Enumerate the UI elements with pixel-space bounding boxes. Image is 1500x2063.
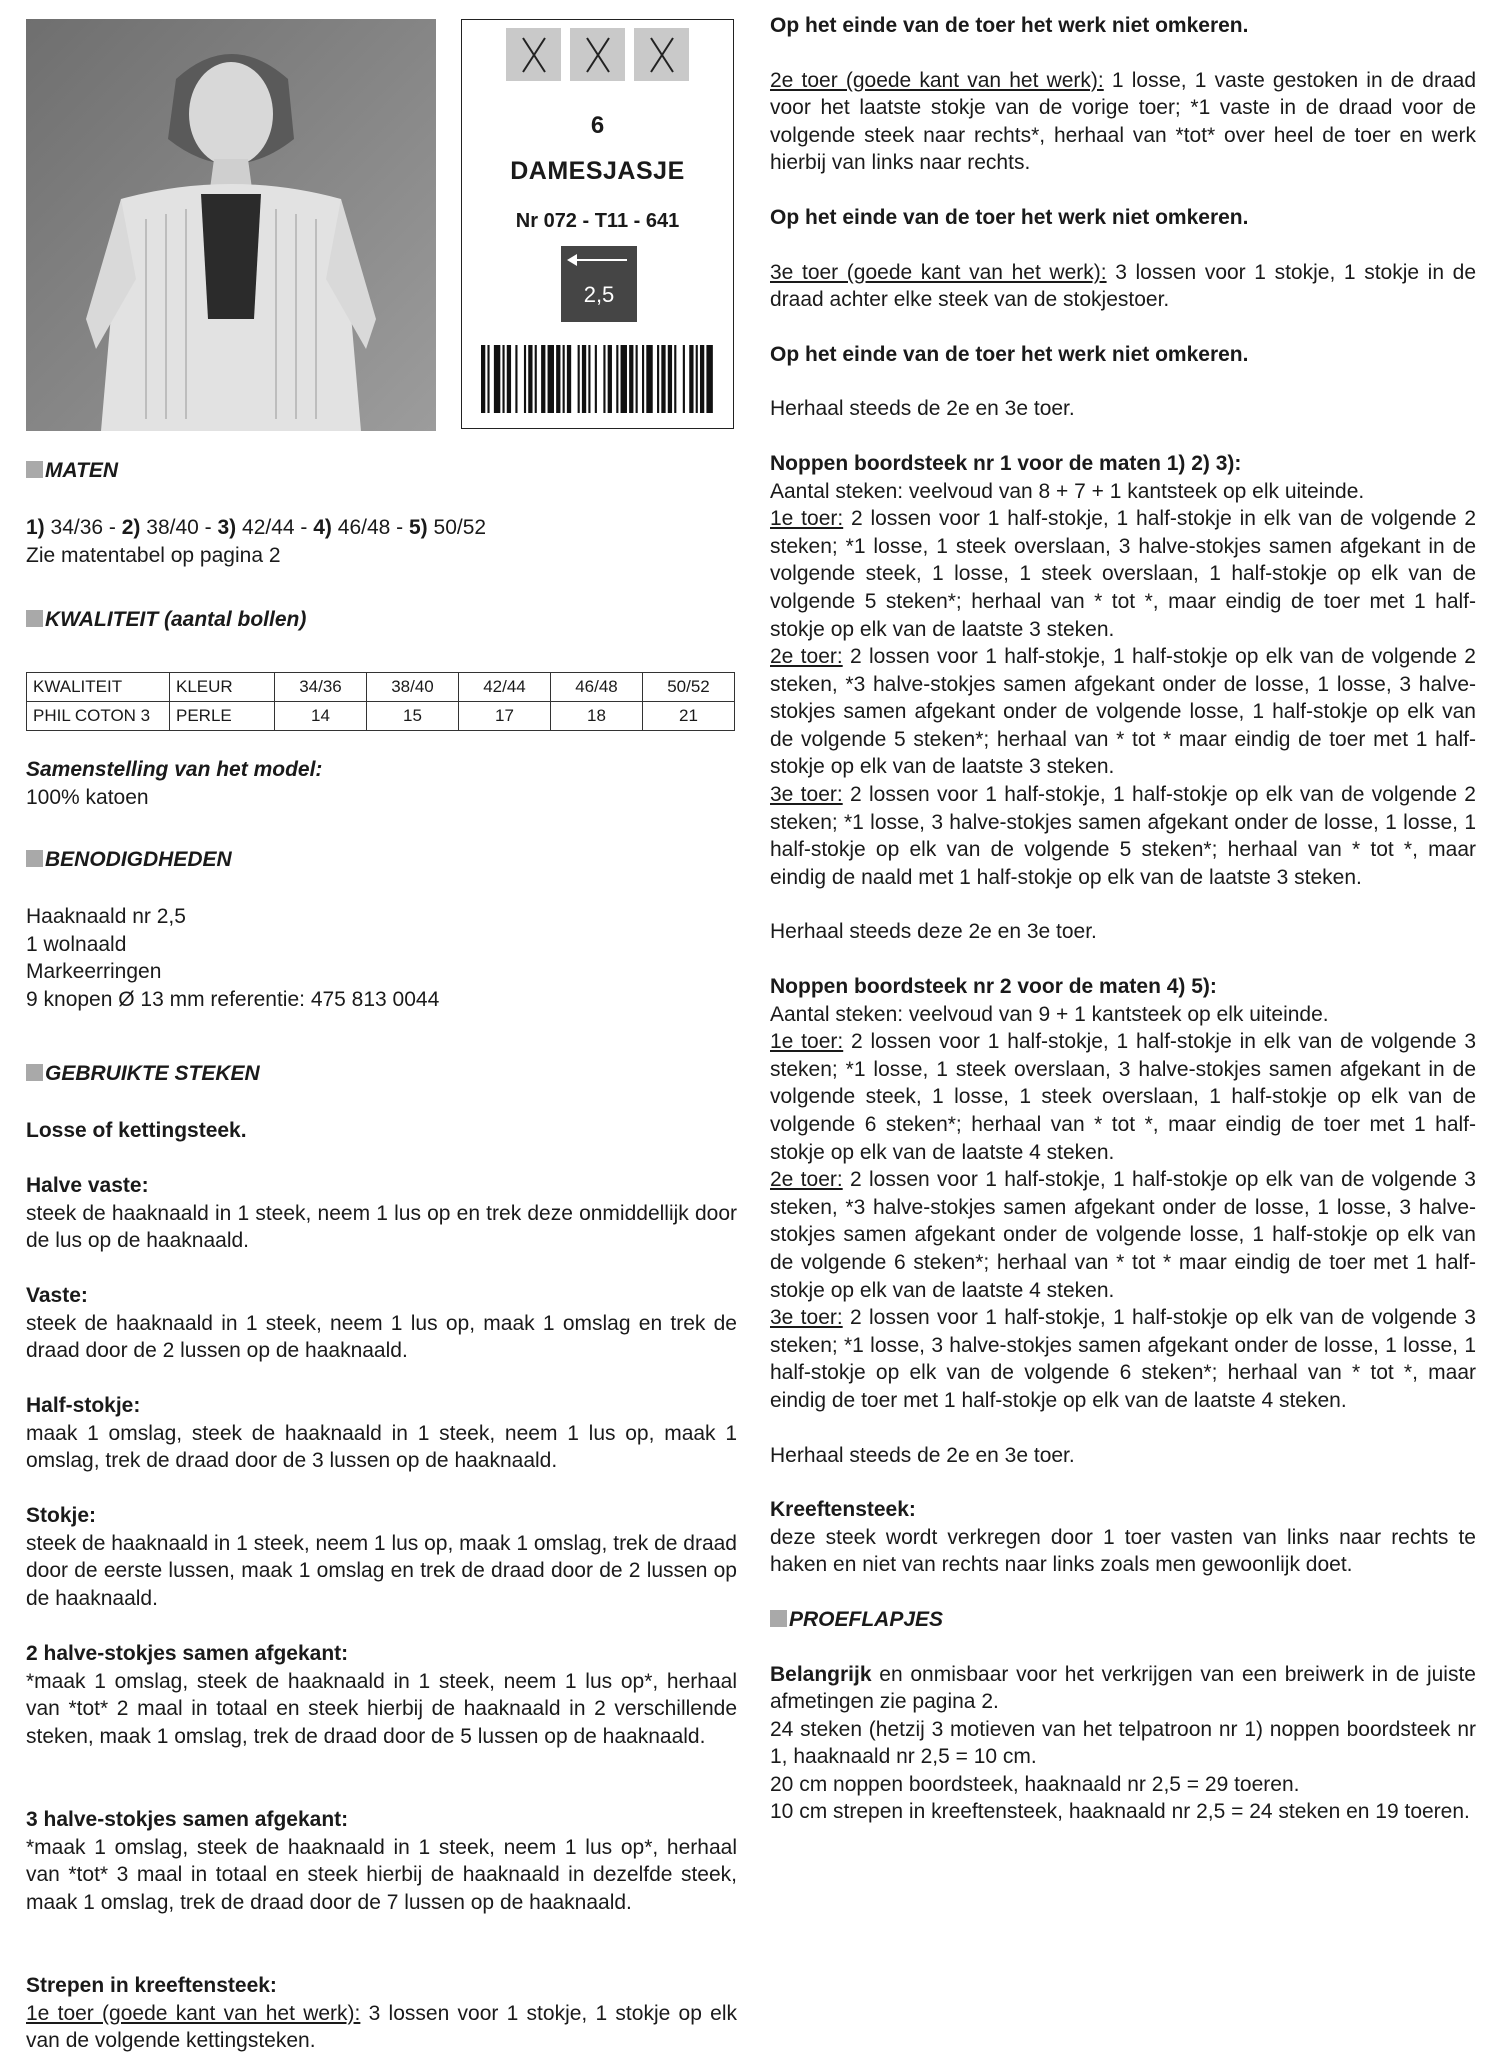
- stitch-text: steek de haaknaald in 1 steek, neem 1 lus op, maak 1 omslag en trek de draad door de 2 lussen op de haaknaald.: [26, 1311, 737, 1363]
- pattern-reference: Nr 072 - T11 - 641: [515, 210, 680, 232]
- stitch-text: maak 1 omslag, steek de haaknaald in 1 steek, neem 1 lus op, maak 1 omslag, trek de draad door de 3 lussen op de haaknaald.: [26, 1421, 737, 1473]
- no-turn-note: Op het einde van de toer het werk niet omkeren.: [770, 205, 1249, 229]
- hook-size-badge: [561, 246, 637, 322]
- proef-line: 10 cm strepen in kreeftensteek, haaknaald nr 2,5 = 24 steken en 19 toeren.: [770, 1800, 1470, 1824]
- crossed-needles-icon: [570, 28, 625, 81]
- table-cell: 34/36: [275, 673, 367, 702]
- table-cell: 42/44: [459, 673, 551, 702]
- table-cell: PERLE: [170, 702, 275, 731]
- supplies-list: [26, 903, 737, 1013]
- arrow-left-icon: [571, 259, 627, 261]
- proef-line: 20 cm noppen boordsteek, haaknaald nr 2,5 = 29 toeren.: [770, 1772, 1300, 1796]
- strepen-row1: 1e toer (goede kant van het werk): 3 lossen voor 1 stokje, 1 stokje op elk van de volgende kettingsteken.: [26, 2001, 738, 2053]
- noppen1-count: Aantal steken: veelvoud van 8 + 7 + 1 kantsteek op elk uiteinde.: [770, 479, 1365, 503]
- table-cell: 50/52: [643, 673, 735, 702]
- section-benodigdheden: BENODIGDHEDEN: [26, 846, 232, 874]
- composition-value: 100% katoen: [26, 786, 149, 809]
- table-cell: 14: [275, 702, 367, 731]
- size-value: 38/40 -: [140, 516, 218, 539]
- size-number: 2): [121, 516, 141, 539]
- table-cell: 38/40: [367, 673, 459, 702]
- stitch-title: Halve vaste:: [26, 1174, 149, 1197]
- pattern-info-box: [461, 19, 734, 429]
- stitch-block: [26, 1806, 737, 1916]
- sizes-line: [26, 514, 737, 542]
- size-number: 3): [217, 516, 237, 539]
- supply-item: Haaknaald nr 2,5: [26, 905, 186, 928]
- repeat-note: Herhaal steeds de 2e en 3e toer.: [770, 1443, 1075, 1467]
- barcode-icon: [481, 345, 715, 413]
- kreeft-text: deze steek wordt verkregen door 1 toer vasten van links naar rechts te haken en niet van rechts naar links zoals men gewoonlijk doet.: [770, 1525, 1476, 1577]
- no-turn-note: Op het einde van de toer het werk niet omkeren.: [770, 342, 1249, 366]
- proef-intro: Belangrijk en onmisbaar voor het verkrijgen van een breiwerk in de juiste afmetingen zie pagina 2.: [770, 1662, 1476, 1714]
- noppen1-title: Noppen boordsteek nr 1 voor de maten 1) 2) 3):: [770, 451, 1242, 475]
- stitch-title: 2 halve-stokjes samen afgekant:: [26, 1642, 349, 1665]
- noppen1-row: 3e toer: 2 lossen voor 1 half-stokje, 1 half-stokje op elk van de volgende 2 steken; *1 losse, 3 halve-stokjes samen afgekant onder de losse, 1 losse, 1 half-stokje op elk van de volgende 5 steken*; herhaal van * tot *, maar eindig de naald met 1 half-stokje op elk van de laatste 3 steken.: [770, 783, 1476, 889]
- kreeft-title: Kreeftensteek:: [770, 1498, 916, 1522]
- hook-size: 2,5: [583, 282, 615, 307]
- noppen2-count: Aantal steken: veelvoud van 9 + 1 kantsteek op elk uiteinde.: [770, 1002, 1329, 1026]
- table-cell: PHIL COTON 3: [27, 702, 170, 731]
- square-bullet-icon: [26, 610, 43, 627]
- stitch-block: [26, 1392, 737, 1475]
- quality-table: [26, 672, 735, 731]
- size-value: 34/36 -: [44, 516, 122, 539]
- noppen2-row: 3e toer: 2 lossen voor 1 half-stokje, 1 half-stokje op elk van de volgende 3 steken; *1 losse, 3 halve-stokjes samen afgekant onder de losse, 1 losse, 1 half-stokje op elk van de volgende 6 steken*; herhaal van * tot *, maar eindig de toer met 1 half-stokje op elk van de laatste 4 steken.: [770, 1306, 1476, 1412]
- stitch-title: Half-stokje:: [26, 1394, 141, 1417]
- losse-stitch: Losse of kettingsteek.: [26, 1119, 247, 1142]
- square-bullet-icon: [26, 850, 43, 867]
- crossed-needles-icon: [506, 28, 561, 81]
- noppen1-row: 2e toer: 2 lossen voor 1 half-stokje, 1 half-stokje op elk van de volgende 2 steken, *3 halve-stokjes samen afgekant onder de losse, 1 losse, 3 halve-stokjes samen afgekant onder de volgende losse, 1 half-stokje op elk van de volgende 5 steken*; herhaal van * tot * maar eindig de toer met 1 half-stokje op elk van de laatste 3 steken.: [770, 645, 1476, 779]
- row-3-instruction: 3e toer (goede kant van het werk): 3 lossen voor 1 stokje, 1 stokje in de draad achter elke steek van de stokjestoer.: [770, 260, 1477, 312]
- stitch-title: Stokje:: [26, 1504, 97, 1527]
- table-cell: 15: [367, 702, 459, 731]
- strepen-title: Strepen in kreeftensteek:: [26, 1974, 277, 1997]
- size-value: 50/52: [427, 516, 487, 539]
- section-kwaliteit: KWALITEIT (aantal bollen): [26, 606, 306, 634]
- square-bullet-icon: [26, 461, 43, 478]
- row-2-instruction: 2e toer (goede kant van het werk): 1 losse, 1 vaste gestoken in de draad voor het laatste stokje van de vorige toer; *1 vaste in de draad voor de volgende steek naar rechts*, herhaal van *tot* over heel de toer en werk hierbij van links naar rechts.: [770, 68, 1476, 175]
- size-value: 42/44 -: [236, 516, 314, 539]
- table-row: [27, 702, 735, 731]
- stitch-block: [26, 1282, 737, 1365]
- supply-item: 9 knopen Ø 13 mm referentie: 475 813 0044: [26, 987, 440, 1011]
- square-bullet-icon: [26, 1064, 43, 1081]
- table-header-row: [27, 673, 735, 702]
- no-turn-note: Op het einde van de toer het werk niet omkeren.: [770, 14, 1249, 37]
- stitch-text: steek de haaknaald in 1 steek, neem 1 lus op, maak 1 omslag, trek de draad door de eerste lussen, maak 1 omslag en trek de draad door de 2 lussen op de haaknaald.: [26, 1531, 737, 1610]
- stitch-title: 3 halve-stokjes samen afgekant:: [26, 1808, 349, 1831]
- model-photo-illustration: [26, 19, 436, 431]
- noppen2-title: Noppen boordsteek nr 2 voor de maten 4) 5):: [770, 975, 1217, 999]
- crossed-needles-icon: [634, 28, 689, 81]
- table-cell: 17: [459, 702, 551, 731]
- noppen2-row: 2e toer: 2 lossen voor 1 half-stokje, 1 half-stokje op elk van de volgende 3 steken, *3 halve-stokjes samen afgekant onder de losse, 1 losse, 3 halve-stokjes samen afgekant onder de volgende losse, 1 half-stokje op elk van de volgende 6 steken*; herhaal van * tot * maar eindig de toer met 1 half-stokje op elk van de laatste 4 steken.: [770, 1168, 1476, 1302]
- arrowhead-icon: [567, 254, 577, 266]
- table-cell: KWALITEIT: [27, 673, 170, 702]
- table-cell: KLEUR: [170, 673, 275, 702]
- pattern-title: DAMESJASJE: [510, 157, 685, 185]
- strepen-block: [26, 1972, 737, 2055]
- stitch-block: [26, 1640, 737, 1750]
- section-gebruikte-steken: GEBRUIKTE STEKEN: [26, 1060, 260, 1088]
- size-table-reference: Zie matentabel op pagina 2: [26, 544, 281, 567]
- size-value: 46/48 -: [331, 516, 409, 539]
- repeat-note: Herhaal steeds de 2e en 3e toer.: [770, 397, 1075, 421]
- section-maten: MATEN: [26, 457, 118, 485]
- table-cell: 18: [551, 702, 643, 731]
- supply-item: 1 wolnaald: [26, 932, 127, 956]
- needle-icons: [462, 28, 733, 81]
- proef-line: 24 steken (hetzij 3 motieven van het telpatroon nr 1) noppen boordsteek nr 1, haaknaald nr 2,5 = 10 cm.: [770, 1717, 1476, 1769]
- repeat-note: Herhaal steeds deze 2e en 3e toer.: [770, 920, 1097, 944]
- model-photo: [26, 19, 436, 431]
- noppen1-row: 1e toer: 2 lossen voor 1 half-stokje, 1 half-stokje in elk van de volgende 2 steken; *1 losse, 1 steek overslaan, 3 halve-stokjes samen afgekant in de volgende steek, 1 losse, 1 steek overslaan, 1 half-stokje op elk van de volgende 5 steken*; herhaal van * tot *, maar eindig de toer met 1 half-stokje op elk van de laatste 3 steken.: [770, 507, 1476, 641]
- table-cell: 46/48: [551, 673, 643, 702]
- section-proeflapjes: PROEFLAPJES: [770, 1606, 1476, 1634]
- stitch-text: steek de haaknaald in 1 steek, neem 1 lus op en trek deze onmiddellijk door de lus op de haaknaald.: [26, 1201, 737, 1253]
- table-cell: 21: [643, 702, 735, 731]
- right-column: [770, 12, 1476, 1826]
- stitch-block: [26, 1502, 737, 1612]
- stitch-text: *maak 1 omslag, steek de haaknaald in 1 steek, neem 1 lus op*, herhaal van *tot* 2 maal in totaal en steek hierbij de haaknaald in 2 verschillende steken, maak 1 omslag, trek de draad door de 5 lussen op de haaknaald.: [26, 1669, 737, 1748]
- size-number: 1): [26, 516, 45, 539]
- supply-item: Markeerringen: [26, 960, 162, 984]
- pattern-number: 6: [590, 112, 605, 139]
- stitch-block: [26, 1172, 737, 1255]
- square-bullet-icon: [770, 1610, 787, 1627]
- stitch-text: *maak 1 omslag, steek de haaknaald in 1 steek, neem 1 lus op*, herhaal van *tot* 3 maal in totaal en steek hierbij de haaknaald in dezelfde steek, maak 1 omslag, trek de draad door de 7 lussen op de haaknaald.: [26, 1835, 737, 1914]
- size-number: 5): [409, 516, 428, 539]
- noppen2-row: 1e toer: 2 lossen voor 1 half-stokje, 1 half-stokje in elk van de volgende 3 steken; *1 losse, 1 steek overslaan, 3 halve-stokjes samen afgekant in de volgende steek, 1 losse, 1 steek overslaan, 1 half-stokje op elk van de volgende 6 steken*; herhaal van * tot *, maar eindig de toer met 1 half-stokje op elk van de laatste 4 steken.: [770, 1030, 1476, 1164]
- size-number: 4): [313, 516, 332, 539]
- stitch-title: Vaste:: [26, 1284, 88, 1307]
- composition-label: Samenstelling van het model:: [26, 758, 323, 781]
